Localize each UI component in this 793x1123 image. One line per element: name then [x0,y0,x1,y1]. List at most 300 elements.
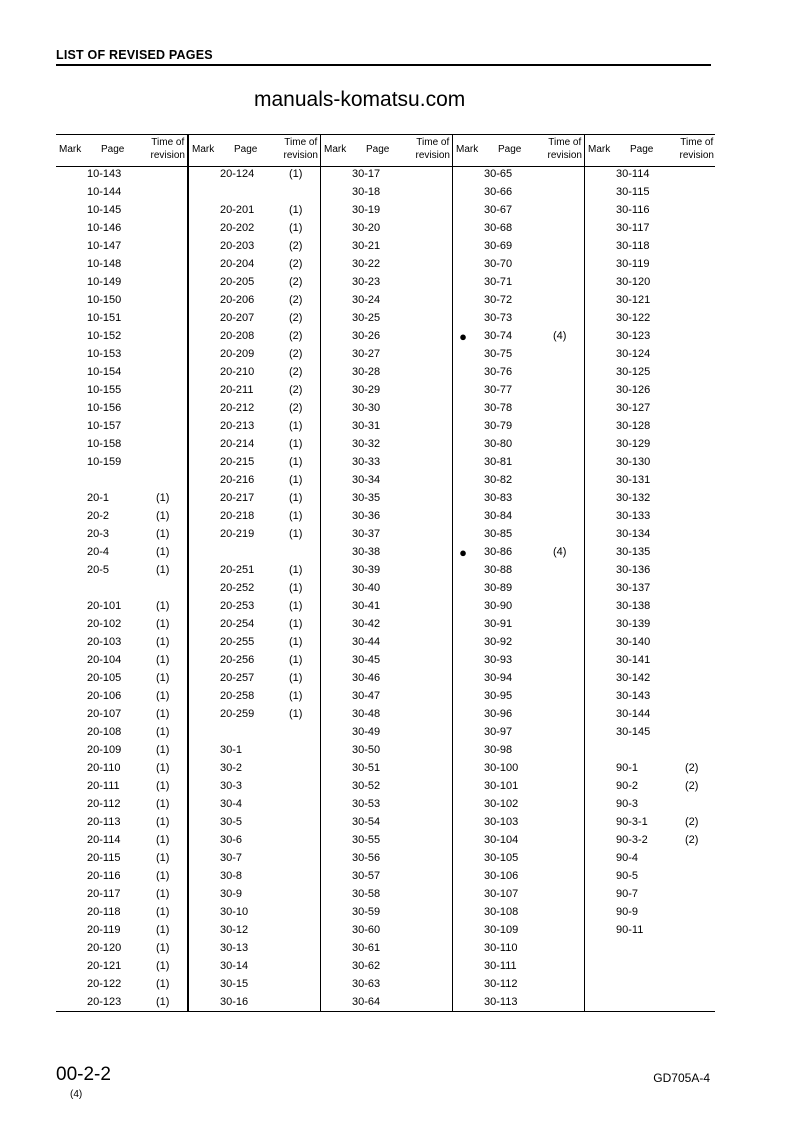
table-row [453,580,585,598]
revision-cell: (1) [289,492,303,504]
page-cell: 30-131 [616,474,651,486]
table-row [321,292,453,310]
table-row [56,418,188,436]
revision-cell: (1) [156,978,170,990]
table-row [189,544,321,562]
revision-cell: (2) [685,762,699,774]
page-cell: 20-218 [220,510,255,522]
page-cell: 20-116 [87,870,121,882]
page-cell: 20-257 [220,672,255,684]
table-row [585,184,717,202]
page-cell: 10-145 [87,204,122,216]
page-cell: 30-14 [220,960,249,972]
page-cell: 10-147 [87,240,122,252]
page-cell: 30-31 [352,420,381,432]
table-row [321,238,453,256]
table-row [453,904,585,922]
table-row [321,760,453,778]
page-cell: 30-113 [484,996,518,1008]
table-row [321,832,453,850]
page-cell: 30-3 [220,780,243,792]
table-row [56,220,188,238]
page-cell: 10-144 [87,186,122,198]
table-row [585,886,717,904]
table-row [56,562,188,580]
revision-cell: (1) [156,924,170,936]
page-cell: 30-72 [484,294,513,306]
table-row [585,976,717,994]
table-row [56,796,188,814]
revision-cell: (2) [289,258,303,270]
table-row [321,526,453,544]
page-cell: 30-27 [352,348,381,360]
page-cell: 20-210 [220,366,255,378]
page-cell: 20-207 [220,312,255,324]
table-row [321,544,453,562]
revision-cell: (1) [156,996,170,1008]
page-cell: 20-111 [87,780,120,792]
page-cell: 20-217 [220,492,255,504]
table-row [189,382,321,400]
table-row [585,922,717,940]
revision-cell: (1) [156,654,170,666]
table-row [189,724,321,742]
table-row [585,166,717,184]
page-cell: 30-93 [484,654,513,666]
table-row [189,256,321,274]
table-row [56,580,188,598]
table-row [189,508,321,526]
page-cell: 30-68 [484,222,513,234]
table-row [585,400,717,418]
page-cell: 90-3 [616,798,639,810]
table-row [585,832,717,850]
table-row [585,634,717,652]
table-row [56,346,188,364]
page-cell: 30-139 [616,618,651,630]
page-cell: 20-109 [87,744,122,756]
table-row [453,994,585,1012]
page-cell: 30-132 [616,492,651,504]
table-row [56,292,188,310]
table-row [189,346,321,364]
revision-cell: (1) [289,528,303,540]
table-row [453,832,585,850]
table-row [453,526,585,544]
table-row [585,508,717,526]
page-cell: 30-16 [220,996,249,1008]
table-row [453,292,585,310]
footer-doc-code: GD705A-4 [653,1071,710,1085]
page-cell: 30-39 [352,564,381,576]
page-cell: 10-156 [87,402,122,414]
page-cell: 30-98 [484,744,513,756]
table-row [453,346,585,364]
table-row [189,976,321,994]
table-row [585,706,717,724]
table-row [321,634,453,652]
table-row [56,364,188,382]
page-cell: 30-47 [352,690,381,702]
page-cell: 30-75 [484,348,513,360]
table-row [321,256,453,274]
page-cell: 30-121 [616,294,651,306]
page-cell: 30-22 [352,258,381,270]
table-row [585,220,717,238]
page-cell: 20-212 [220,402,255,414]
table-row [453,760,585,778]
table-row [321,958,453,976]
table-row [321,886,453,904]
table-row [321,202,453,220]
table-row [453,418,585,436]
page-cell: 30-33 [352,456,381,468]
page-cell: 30-34 [352,474,381,486]
page-cell: 30-26 [352,330,381,342]
page-cell: 90-1 [616,762,639,774]
table-row [585,580,717,598]
table-row [585,796,717,814]
revision-cell: (1) [156,798,170,810]
page-cell: 20-3 [87,528,110,540]
page-cell: 30-82 [484,474,513,486]
page-cell: 30-145 [616,726,651,738]
table-row [453,742,585,760]
table-row [585,202,717,220]
revision-cell: (1) [156,870,170,882]
header-page: Page [498,144,522,155]
table-row [585,670,717,688]
page-cell: 20-254 [220,618,255,630]
page-cell: 30-40 [352,582,381,594]
table-row [585,238,717,256]
table-row [189,742,321,760]
table-row [453,436,585,454]
page-cell: 30-12 [220,924,249,936]
revision-cell: (1) [289,456,303,468]
page-cell: 30-126 [616,384,651,396]
table-row [453,256,585,274]
page-cell: 20-114 [87,834,121,846]
page-cell: 30-19 [352,204,381,216]
table-row [189,202,321,220]
page-cell: 30-96 [484,708,513,720]
header-page: Page [101,144,125,155]
table-row [585,778,717,796]
table-row [56,886,188,904]
table-row [189,994,321,1012]
table-row [585,454,717,472]
page-cell: 20-121 [87,960,122,972]
page-cell: 30-69 [484,240,513,252]
revision-cell: (1) [289,618,303,630]
page-cell: 30-125 [616,366,651,378]
revision-cell: (2) [289,294,303,306]
page-cell: 10-153 [87,348,122,360]
table-row [189,526,321,544]
page-cell: 30-142 [616,672,651,684]
page-cell: 30-58 [352,888,381,900]
page-cell: 30-44 [352,636,381,648]
page-cell: 10-150 [87,294,122,306]
page-cell: 30-118 [616,240,650,252]
table-row [56,670,188,688]
page-cell: 10-151 [87,312,122,324]
table-row [56,760,188,778]
table-row [453,382,585,400]
table-row [56,310,188,328]
table-row [321,454,453,472]
page-cell: 20-202 [220,222,255,234]
page-cell: 30-123 [616,330,651,342]
page-cell: 30-46 [352,672,381,684]
table-row [453,724,585,742]
page-cell: 90-3-1 [616,816,648,828]
page-cell: 20-118 [87,906,121,918]
revision-cell: (2) [289,366,303,378]
page-cell: 30-108 [484,906,519,918]
table-row [321,364,453,382]
revision-cell: (1) [156,546,170,558]
page-cell: 20-115 [87,852,121,864]
table-row [585,904,717,922]
page-cell: 30-36 [352,510,381,522]
table-row [453,238,585,256]
page-cell: 30-116 [616,204,650,216]
page-cell: 30-76 [484,366,513,378]
table-row [453,958,585,976]
table-row [189,904,321,922]
revision-cell: (2) [289,384,303,396]
table-row [585,526,717,544]
page-cell: 20-213 [220,420,255,432]
table-row [585,418,717,436]
header-time-of-revision [284,136,318,162]
table-column-group [452,135,585,1011]
page-cell: 30-88 [484,564,513,576]
table-row [189,400,321,418]
page-cell: 30-136 [616,564,651,576]
page-cell: 30-137 [616,582,651,594]
revision-cell: (1) [156,744,170,756]
table-row [321,670,453,688]
page-cell: 20-201 [220,204,255,216]
page-cell: 30-122 [616,312,651,324]
page-cell: 30-109 [484,924,519,936]
page-cell: 20-211 [220,384,254,396]
table-row [321,814,453,832]
page-cell: 20-215 [220,456,255,468]
page-cell: 30-20 [352,222,381,234]
page-cell: 30-10 [220,906,249,918]
page-cell: 30-117 [616,222,650,234]
revision-cell: (1) [156,906,170,918]
table-row [189,310,321,328]
page-cell: 30-140 [616,636,651,648]
table-row [56,328,188,346]
page-cell: 30-73 [484,312,513,324]
page-cell: 30-55 [352,834,381,846]
page-cell: 20-253 [220,600,255,612]
table-row [321,724,453,742]
table-row [56,868,188,886]
page-cell: 30-52 [352,780,381,792]
revision-cell: (1) [156,492,170,504]
revision-cell: (1) [156,942,170,954]
table-row [453,472,585,490]
page-cell: 20-110 [87,762,121,774]
table-row [189,706,321,724]
revision-mark-bullet-icon: ● [459,329,467,344]
table-row [585,760,717,778]
table-row [321,346,453,364]
table-row [585,490,717,508]
page-cell: 20-106 [87,690,122,702]
page-cell: 30-30 [352,402,381,414]
revision-cell: (1) [289,168,303,180]
table-row [56,436,188,454]
page-cell: 20-219 [220,528,255,540]
table-row [585,688,717,706]
table-row [189,688,321,706]
page-cell: 10-146 [87,222,122,234]
table-row [56,688,188,706]
page-cell: 10-154 [87,366,122,378]
page-cell: 20-252 [220,582,255,594]
table-row [453,400,585,418]
page-cell: 30-71 [484,276,513,288]
page-cell: 20-123 [87,996,122,1008]
header-rev-line1: Time of [416,137,450,148]
title-rule [56,64,711,66]
revision-cell: (1) [289,582,303,594]
header-rev-line2: revision [283,150,318,161]
page-cell: 30-111 [484,960,517,972]
page-cell: 30-41 [352,600,381,612]
revision-cell: (1) [156,726,170,738]
page-cell: 90-5 [616,870,639,882]
table-row [189,274,321,292]
header-time-of-revision [416,136,450,162]
table-row [189,580,321,598]
table-row [453,274,585,292]
page-cell: 30-56 [352,852,381,864]
table-row [189,184,321,202]
table-row [56,940,188,958]
page-cell: 20-122 [87,978,122,990]
page-cell: 30-9 [220,888,243,900]
revision-cell: (1) [289,708,303,720]
page-cell: 30-129 [616,438,651,450]
revision-cell: (2) [289,402,303,414]
page-cell: 30-130 [616,456,651,468]
table-column-group [56,135,188,1011]
page-cell: 20-102 [87,618,122,630]
page-cell: 30-80 [484,438,513,450]
revision-cell: (2) [289,312,303,324]
table-row [585,328,717,346]
page-cell: 10-159 [87,456,122,468]
table-row [321,796,453,814]
table-row [585,868,717,886]
page-cell: 30-24 [352,294,381,306]
table-row [56,616,188,634]
revision-cell: (1) [156,960,170,972]
table-row [56,526,188,544]
header-rev-line2: revision [679,150,714,161]
table-row [453,328,585,346]
table-row [453,364,585,382]
table-row [321,166,453,184]
table-row [321,382,453,400]
revision-cell: (1) [289,222,303,234]
page-cell: 30-32 [352,438,381,450]
page-cell: 30-138 [616,600,651,612]
table-row [189,616,321,634]
page-cell: 30-2 [220,762,243,774]
table-row [56,256,188,274]
revision-cell: (1) [289,636,303,648]
page-cell: 10-152 [87,330,122,342]
revision-cell: (1) [289,510,303,522]
table-column-group [320,135,453,1011]
table-row [321,868,453,886]
page-cell: 30-4 [220,798,243,810]
table-row [321,652,453,670]
page-cell: 30-141 [616,654,651,666]
table-row [321,706,453,724]
table-row [585,472,717,490]
page-cell: 10-148 [87,258,122,270]
table-row [56,454,188,472]
table-row [585,382,717,400]
revision-cell: (2) [289,348,303,360]
table-row [321,850,453,868]
header-time-of-revision [151,136,185,162]
revision-cell: (1) [156,780,170,792]
page-cell: 30-60 [352,924,381,936]
page-cell: 30-50 [352,744,381,756]
revision-cell: (2) [289,276,303,288]
page-cell: 30-6 [220,834,243,846]
table-row [321,310,453,328]
table-row [321,418,453,436]
page-cell: 30-101 [484,780,519,792]
table-row [189,958,321,976]
table-row [56,634,188,652]
revision-mark-bullet-icon: ● [459,545,467,560]
table-row [585,742,717,760]
table-row [189,364,321,382]
table-row [321,400,453,418]
table-row [585,850,717,868]
page-cell: 30-95 [484,690,513,702]
table-row [56,166,188,184]
page-cell: 30-103 [484,816,519,828]
table-row [453,922,585,940]
page-cell: 30-78 [484,402,513,414]
table-row [453,670,585,688]
revised-pages-table [56,134,715,1012]
table-row [56,490,188,508]
table-row [189,922,321,940]
revision-cell: (1) [289,438,303,450]
page-cell: 30-127 [616,402,651,414]
table-row [189,436,321,454]
table-row [453,166,585,184]
revision-cell: (1) [156,762,170,774]
page-cell: 30-64 [352,996,381,1008]
